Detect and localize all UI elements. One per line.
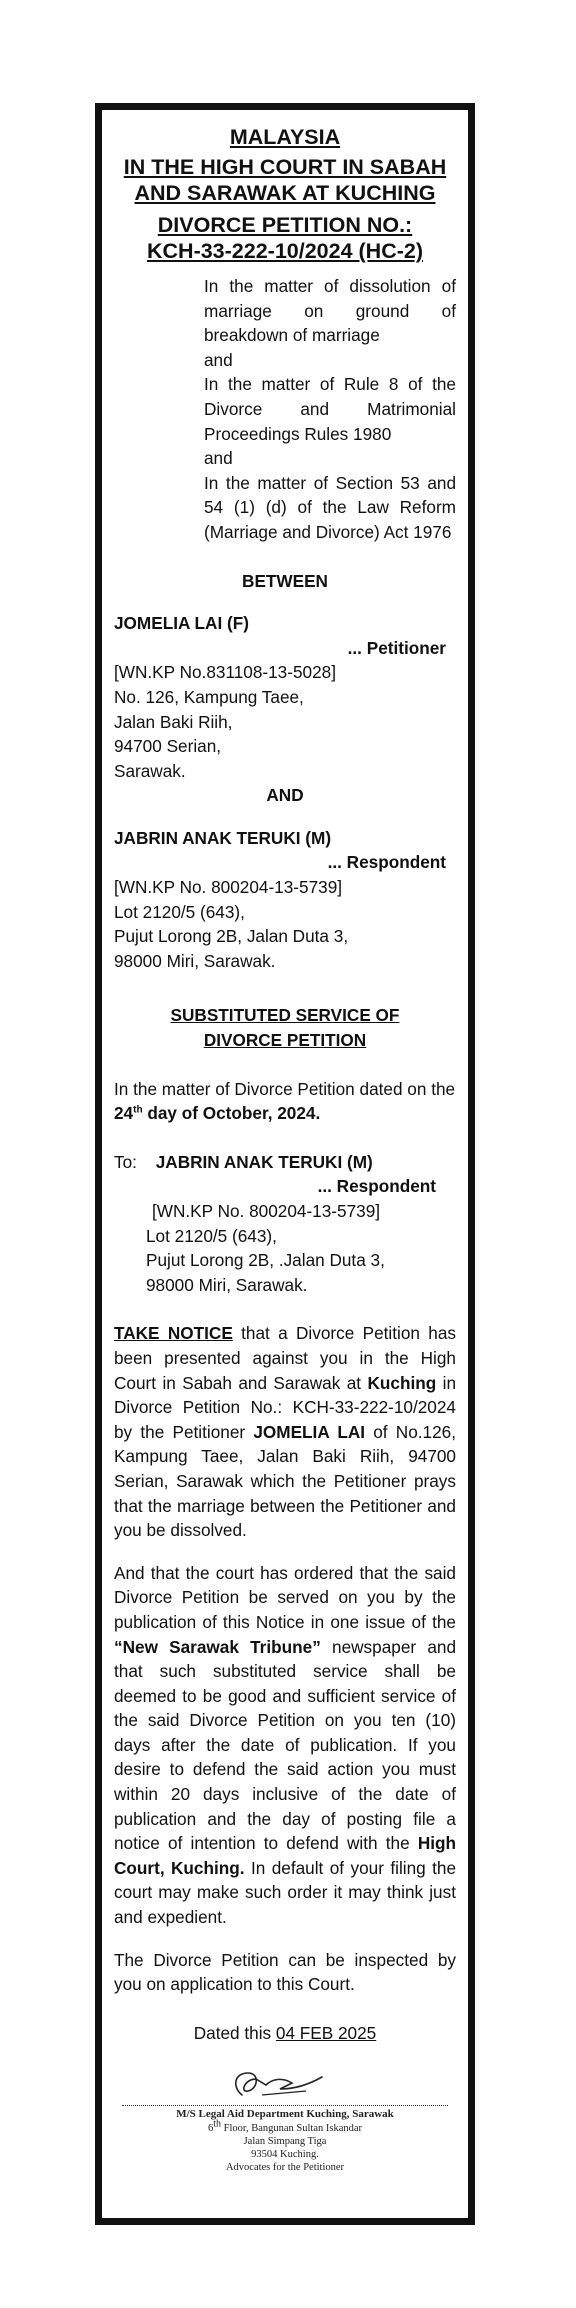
notice-text: And that the court has ordered that the said Divorce Petition be served on you by the publication of this Notice in one issue of the bbox=[114, 1562, 456, 1632]
address-line: Lot 2120/5 (643), bbox=[146, 1225, 277, 1246]
address-line: 94700 Serian, bbox=[114, 736, 222, 757]
signature-line bbox=[122, 2105, 448, 2106]
address-line: [WN.KP No. 800204-13-5739] bbox=[114, 877, 343, 898]
country-heading: MALAYSIA bbox=[229, 125, 341, 149]
petition-number-line2: KCH-33-222-10/2024 (HC-2) bbox=[146, 239, 424, 263]
to-name: JABRIN ANAK TERUKI (M) bbox=[155, 1151, 373, 1172]
notice-text: newspaper and that such substituted service shall be deemed to be good and sufficient service of the said Divorce Petition on you ten (10) days after the date of publication. If you desire to defend the said action you must within 20 days inclusive of the date of publication and the day of posting file a notice of intention to defend with the bbox=[114, 1636, 456, 1854]
notice-paragraph-1 bbox=[114, 1321, 456, 1542]
address-line: Jalan Baki Riih, bbox=[114, 711, 233, 732]
signature-mark bbox=[222, 2065, 332, 2105]
address-line: Sarawak. bbox=[114, 760, 186, 781]
petitioner-role: ... Petitioner bbox=[347, 637, 446, 658]
notice-text: In default of your filing the court may make such order it may think just and expedient. bbox=[114, 1857, 457, 1928]
notice-text: in Divorce Petition No.: KCH-33-222-10/2024 by the Petitioner bbox=[114, 1372, 457, 1442]
dated-line bbox=[114, 2021, 456, 2046]
take-notice-label: TAKE NOTICE bbox=[114, 1323, 233, 1344]
matter-connector: and bbox=[204, 448, 233, 469]
between-label: BETWEEN bbox=[242, 570, 328, 591]
kuching-text: Kuching bbox=[367, 1372, 437, 1393]
court-heading-line1: IN THE HIGH COURT IN SABAH bbox=[123, 155, 447, 179]
newspaper-name: “New Sarawak Tribune” bbox=[114, 1636, 321, 1657]
floor-number: 6 bbox=[207, 2122, 214, 2134]
advocate-footer bbox=[114, 2108, 456, 2174]
signature-area bbox=[114, 2065, 456, 2105]
dated-matter bbox=[114, 1077, 456, 1126]
footer-line: 93504 Kuching. bbox=[251, 2149, 319, 2161]
address-line: Lot 2120/5 (643), bbox=[114, 901, 245, 922]
address-line: 98000 Miri, Sarawak. bbox=[146, 1274, 308, 1295]
court-ref: High Court, Kuching. bbox=[114, 1833, 456, 1878]
dated-date: 04 FEB 2025 bbox=[275, 2022, 377, 2043]
address-line: [WN.KP No.831108-13-5028] bbox=[114, 662, 336, 683]
address-line: 98000 Miri, Sarawak. bbox=[114, 950, 276, 971]
to-role: ... Respondent bbox=[317, 1176, 436, 1197]
matter-connector: and bbox=[204, 349, 233, 370]
floor-rest: Floor, Bangunan Sultan Iskandar bbox=[221, 2122, 363, 2134]
court-heading-line2: AND SARAWAK AT KUCHING bbox=[134, 181, 436, 205]
footer-line: Advocates for the Petitioner bbox=[225, 2162, 345, 2174]
respondent-role: ... Respondent bbox=[327, 852, 446, 873]
footer-line bbox=[114, 2118, 456, 2135]
petition-number-line1: DIVORCE PETITION NO.: bbox=[157, 213, 413, 237]
notice-paragraph-3: The Divorce Petition can be inspected by you on application to this Court. bbox=[114, 1949, 456, 1995]
petitioner-address bbox=[114, 660, 456, 783]
footer-line: Jalan Simpang Tiga bbox=[243, 2135, 327, 2147]
dated-label: Dated this bbox=[193, 2022, 276, 2043]
service-title-line1: SUBSTITUTED SERVICE OF bbox=[170, 1005, 400, 1026]
to-address bbox=[146, 1199, 456, 1297]
to-label: To: bbox=[114, 1151, 137, 1172]
dated-matter-rest: day of October, 2024. bbox=[142, 1103, 321, 1124]
notice-paragraph-2 bbox=[114, 1561, 456, 1930]
dated-matter-text: In the matter of Divorce Petition dated on the bbox=[114, 1078, 456, 1099]
notice-body bbox=[102, 110, 468, 2174]
matter-item: In the matter of Section 53 and 54 (1) (d) of the Law Reform (Marriage and Divorce) Act 1976 bbox=[204, 472, 456, 542]
notice-text: that a Divorce Petition has been presented against you in the High Court in Sabah and Sarawak at bbox=[114, 1323, 456, 1393]
service-title-line2: DIVORCE PETITION bbox=[203, 1030, 367, 1051]
dated-matter-day: 24 bbox=[114, 1103, 134, 1124]
matter-item: In the matter of Rule 8 of the Divorce and Matrimonial Proceedings Rules 1980 bbox=[204, 374, 456, 444]
address-line: [WN.KP No. 800204-13-5739] bbox=[152, 1201, 381, 1221]
address-line: Pujut Lorong 2B, Jalan Duta 3, bbox=[114, 926, 349, 947]
respondent-address bbox=[114, 875, 456, 973]
petitioner-ref: JOMELIA LAI bbox=[253, 1421, 366, 1442]
notice-frame bbox=[95, 103, 475, 2225]
respondent-name: JABRIN ANAK TERUKI (M) bbox=[114, 827, 332, 848]
address-line: No. 126, Kampung Taee, bbox=[114, 686, 304, 707]
notice-text: of No.126, Kampung Taee, Jalan Baki Riih, 94700 Serian, Sarawak which the Petitioner prays that the marriage between the Petitioner and you be dissolved. bbox=[114, 1421, 456, 1541]
to-block bbox=[114, 1150, 456, 1298]
petitioner-name: JOMELIA LAI (F) bbox=[114, 613, 249, 634]
floor-sup: th bbox=[213, 2118, 221, 2130]
and-label: AND bbox=[266, 785, 304, 806]
firm-name: M/S Legal Aid Department Kuching, Sarawak bbox=[176, 2108, 394, 2121]
matters-block bbox=[204, 274, 456, 545]
dated-matter-sup: th bbox=[133, 1104, 143, 1116]
matter-item: In the matter of dissolution of marriage on ground of breakdown of marriage bbox=[204, 276, 456, 346]
address-line: Pujut Lorong 2B, .Jalan Duta 3, bbox=[146, 1250, 385, 1271]
